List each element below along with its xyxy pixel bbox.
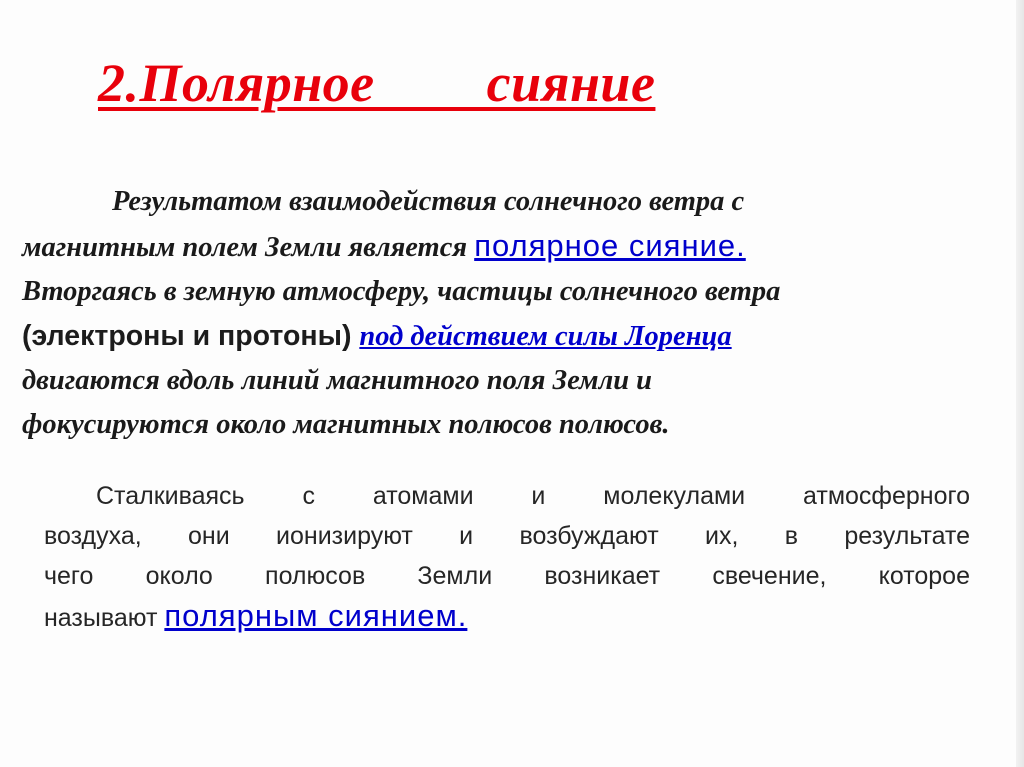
paragraph-1-line-5: двигаются вдоль линий магнитного поля Земли и <box>22 365 653 396</box>
paragraph-2-line-1: Сталкиваясь с атомами и молекулами атмосферного <box>96 482 970 510</box>
paragraph-1-line-2-text: магнитным полем Земли является <box>22 232 475 263</box>
paragraph-2-line-4 <box>44 596 970 638</box>
close-paren: ) <box>341 320 360 352</box>
open-paren: ( <box>22 320 32 352</box>
paragraph-1-line-1: Результатом взаимодействия солнечного ветра с <box>112 186 745 217</box>
paragraph-2-line-2: воздуха, они ионизируют и возбуждают их, в результате <box>44 522 970 550</box>
paragraph-1-line-2 <box>22 224 962 270</box>
paragraph-2-line-3: чего около полюсов Земли возникает свечение, которое <box>44 562 970 590</box>
slide-title: 2.Полярное сияние <box>98 53 656 113</box>
lorentz-force-link[interactable]: под действием силы Лоренца <box>359 321 732 352</box>
aurora-link[interactable]: полярное сияние. <box>474 228 746 263</box>
paragraph-2 <box>44 476 970 638</box>
paragraph-1-line-4 <box>22 314 962 359</box>
paragraph-1-line-3: Вторгаясь в земную атмосферу, частицы солнечного ветра <box>22 276 781 307</box>
slide-edge <box>1016 0 1024 767</box>
aurora-link-2[interactable]: полярным сиянием. <box>164 598 468 633</box>
paragraph-1 <box>22 180 962 447</box>
particles-text: электроны и протоны <box>31 320 342 352</box>
paragraph-1-line-6: фокусируются около магнитных полюсов полюсов. <box>22 409 670 440</box>
paragraph-2-line-4-text: называют <box>44 604 165 632</box>
